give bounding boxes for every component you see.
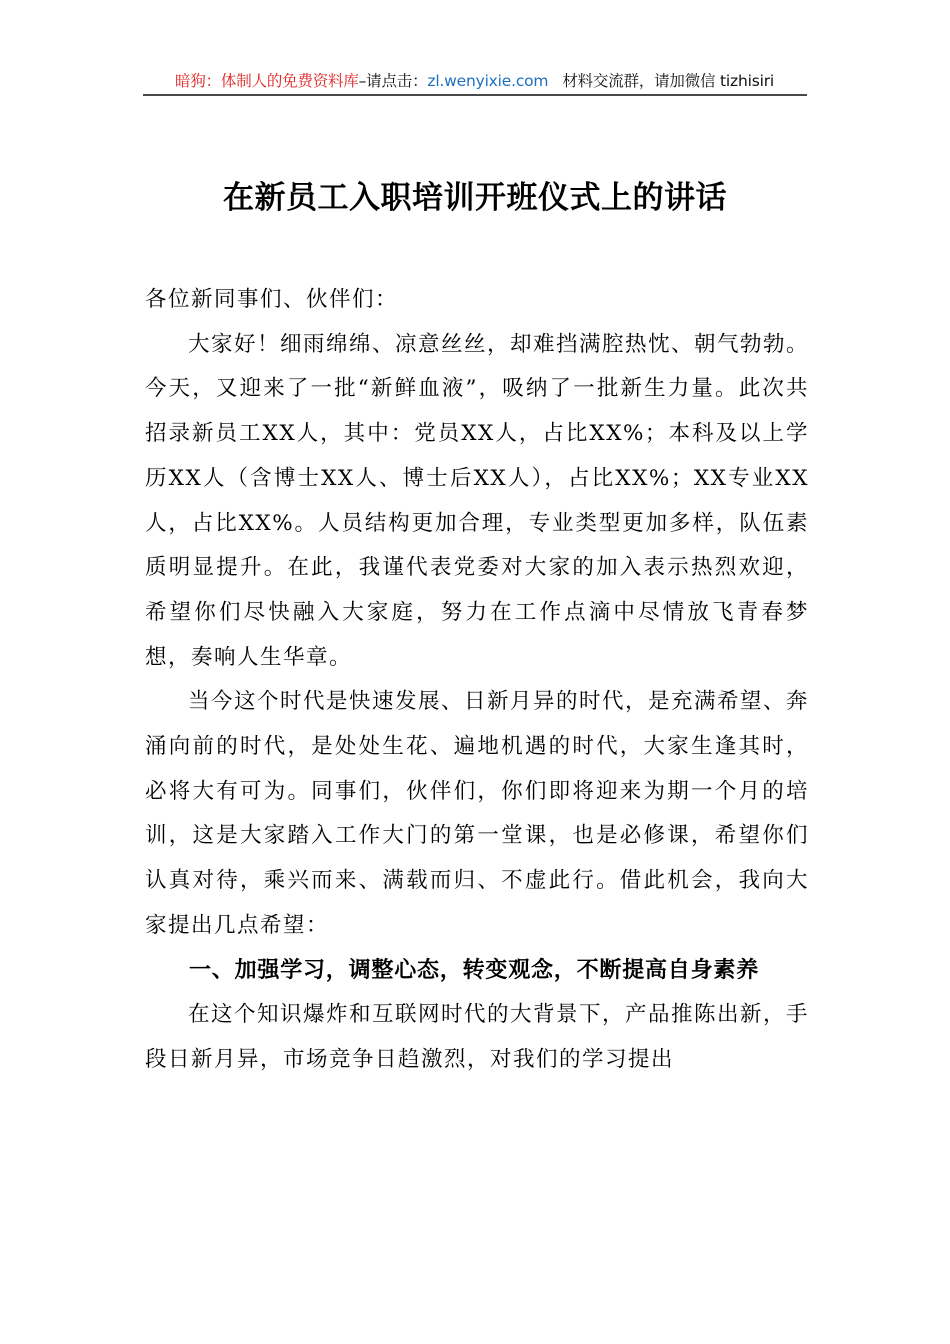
group-contact-text: 材料交流群，请加微信 tizhisiri bbox=[562, 72, 774, 90]
section-heading-1: 一、加强学习，调整心态，转变观念，不断提高自身素养 bbox=[189, 957, 760, 983]
paragraph-welcome: 大家好！细雨绵绵、凉意丝丝，却难挡满腔热忱、朝气勃勃。今天，又迎来了一批“新鲜血液”，吸纳了一批新生力量。此次共招录新员工XX人，其中：党员XX人，占比XX%；本科及以上学历XX人（含博士XX人、博士后XX人），占比XX%；XX专业XX人，占比XX%。人员结构更加合理，专业类型更加多样，队伍素质明显提升。在此，我谨代表党委对大家的加入表示热烈欢迎，希望你们尽快融入大家庭，努力在工作点滴中尽情放飞青春梦想，奏响人生华章。 bbox=[145, 331, 810, 670]
paragraph-section-1: 在这个知识爆炸和互联网时代的大背景下，产品推陈出新，手段日新月异，市场竞争日趋激烈，对我们的学习提出 bbox=[145, 1002, 810, 1072]
document-title: 在新员工入职培训开班仪式上的讲话 bbox=[223, 180, 727, 216]
salutation: 各位新同事们、伙伴们： bbox=[145, 287, 399, 312]
header-divider bbox=[143, 94, 807, 96]
document-body bbox=[145, 278, 809, 1083]
website-link[interactable]: zl.wenyixie.com bbox=[427, 72, 549, 90]
click-prompt: –请点击： bbox=[358, 72, 428, 90]
promo-text: 暗狗：体制人的免费资料库 bbox=[175, 72, 359, 90]
paragraph-era: 当今这个时代是快速发展、日新月异的时代，是充满希望、奔涌向前的时代，是处处生花、遍地机遇的时代，大家生逢其时，必将大有可为。同事们，伙伴们，你们即将迎来为期一个月的培训，这是大家踏入工作大门的第一堂课，也是必修课，希望你们认真对待，乘兴而来、满载而归、不虚此行。借此机会，我向大家提出几点希望： bbox=[145, 689, 810, 938]
page-header bbox=[143, 70, 806, 92]
